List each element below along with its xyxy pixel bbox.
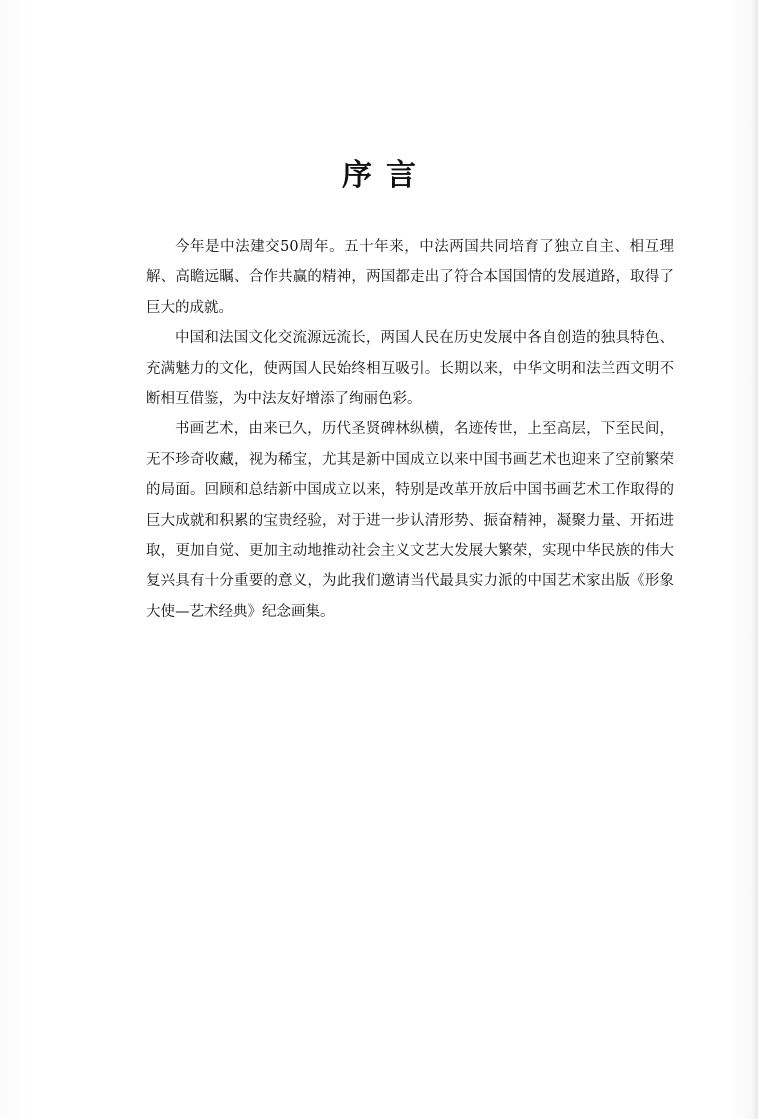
paragraph-1: 今年是中法建交50周年。五十年来，中法两国共同培育了独立自主、相互理解、高瞻远瞩、合作共赢的精神，两国都走出了符合本国国情的发展道路，取得了巨大的成就。 [146,239,674,316]
paragraph-2: 中国和法国文化交流源远流长，两国人民在历史发展中各自创造的独具特色、充满魅力的文化，使两国人民始终相互吸引。长期以来，中华文明和法兰西文明不断相互借鉴，为中法友好增添了绚丽色彩。 [146,330,674,408]
preface-body [146,232,674,627]
paragraph-3: 书画艺术，由来已久，历代圣贤碑林纵横，名迹传世，上至高层，下至民间，无不珍奇收藏，视为稀宝，尤其是新中国成立以来中国书画艺术也迎来了空前繁荣的局面。回顾和总结新中国成立以来，特别是改革开放后中国书画艺术工作取得的巨大成就和积累的宝贵经验，对于进一步认清形势、振奋精神，凝聚力量、开拓进取，更加自觉、更加主动地推动社会主义文艺大发展大繁荣，实现中华民族的伟大复兴具有十分重要的意义，为此我们邀请当代最具实力派的中国艺术家出版《形象大使—艺术经典》纪念画集。 [146,421,674,620]
page-title: 序言 [342,158,430,194]
